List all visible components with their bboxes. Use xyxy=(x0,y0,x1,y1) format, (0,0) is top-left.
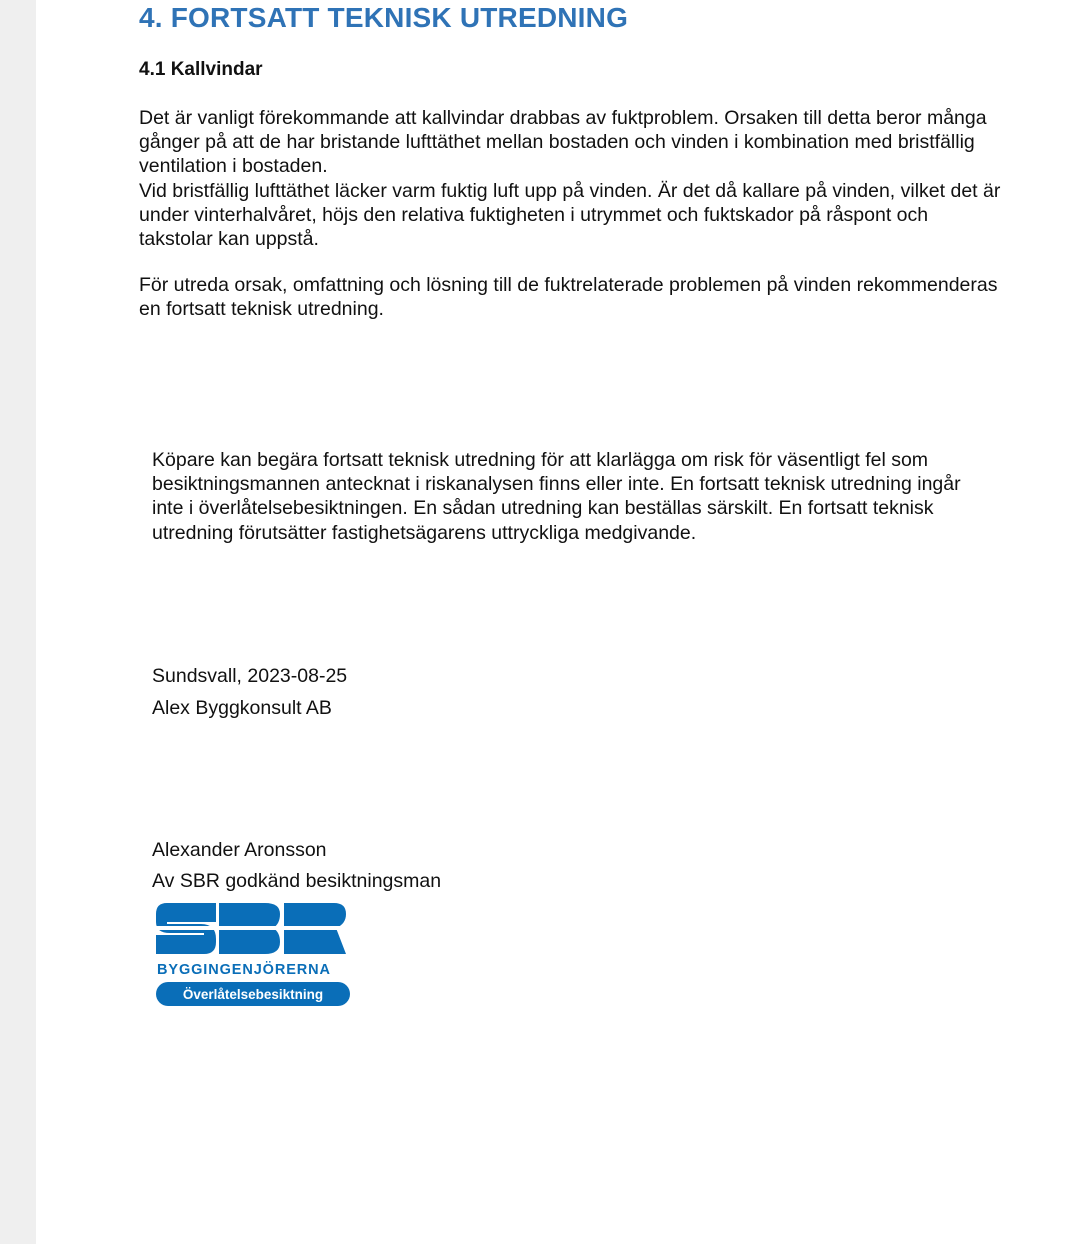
paragraph-notice xyxy=(152,448,961,545)
paragraph-line: ventilation i bostaden. xyxy=(139,155,328,178)
paragraph-line: Köpare kan begära fortsatt teknisk utredning för att klarlägga om risk för väsentligt fel som xyxy=(152,449,929,471)
paragraph-line: Vid bristfällig lufttäthet läcker varm fuktig luft upp på vinden. Är det då kallare på vinden, vilket det är xyxy=(139,179,1001,202)
signature-title: Av SBR godkänd besiktningsman xyxy=(152,870,442,892)
subsection-heading: 4.1 Kallvindar xyxy=(139,59,263,80)
signature-company: Alex Byggkonsult AB xyxy=(152,697,332,719)
logo-org-name: BYGGINGENJÖRERNA xyxy=(157,962,331,978)
signature-place-date: Sundsvall, 2023-08-25 xyxy=(152,665,348,687)
paragraph-line: utredning förutsätter fastighetsägarens uttryckliga medgivande. xyxy=(152,521,697,544)
paragraph-line: Det är vanligt förekommande att kallvindar drabbas av fuktproblem. Orsaken till detta beror många xyxy=(139,107,987,129)
paragraph-kallvindar xyxy=(139,106,1000,251)
section-heading: 4. FORTSATT TEKNISK UTREDNING xyxy=(139,2,629,33)
logo-badge-text: Överlåtelsebesiktning xyxy=(182,987,324,1002)
paragraph-line: takstolar kan uppstå. xyxy=(139,228,319,251)
paragraph-line: en fortsatt teknisk utredning. xyxy=(139,298,384,321)
viewer-left-gutter xyxy=(0,0,36,1244)
paragraph-line: inte i överlåtelsebesiktningen. En sådan utredning kan beställas särskilt. En fortsatt teknisk xyxy=(152,497,934,520)
paragraph-line: För utreda orsak, omfattning och lösning till de fuktrelaterade problemen på vinden rekommenderas xyxy=(139,274,998,296)
document-page xyxy=(36,0,1080,1244)
signature-name: Alexander Aronsson xyxy=(152,839,327,861)
paragraph-recommendation xyxy=(139,273,997,321)
paragraph-line: gånger på att de har bristande lufttäthet mellan bostaden och vinden i kombination med bristfällig xyxy=(139,131,975,154)
paragraph-line: besiktningsmannen antecknat i riskanalysen finns eller inte. En fortsatt teknisk utredning ingår xyxy=(152,473,961,496)
paragraph-line: under vinterhalvåret, höjs den relativa fuktigheten i utrymmet och fuktskador på råspont och xyxy=(139,203,929,226)
sbr-logo xyxy=(156,902,352,1008)
sbr-logo-stripe xyxy=(156,926,352,930)
